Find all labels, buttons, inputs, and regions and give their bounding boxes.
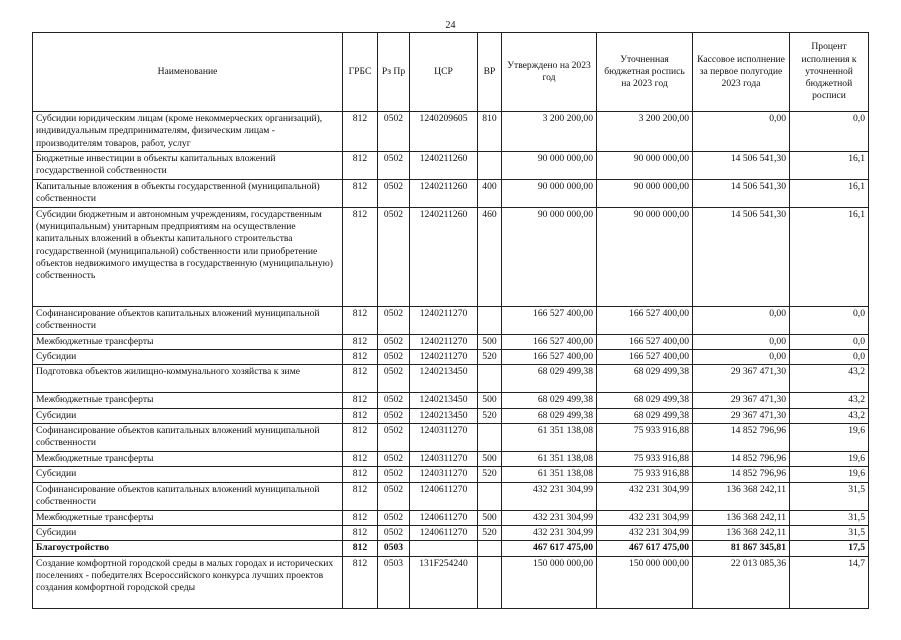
cell-csr: 131F254240 [410,556,478,608]
cell-approved: 68 029 499,38 [502,365,597,393]
cell-name: Субсидии [33,467,343,482]
cell-percent: 19,6 [790,467,869,482]
table-row [33,482,869,510]
cell-rzpr: 0502 [378,112,410,152]
cell-rzpr: 0502 [378,179,410,207]
cell-percent: 43,2 [790,365,869,393]
cell-cash: 81 867 345,81 [693,541,790,556]
cell-refined: 90 000 000,00 [597,207,693,306]
table-row [33,408,869,423]
cell-refined: 432 231 304,99 [597,510,693,525]
cell-percent: 43,2 [790,393,869,408]
cell-name: Бюджетные инвестиции в объекты капитальных вложений государственной собственности [33,151,343,179]
cell-refined: 90 000 000,00 [597,179,693,207]
cell-csr: 1240211270 [410,334,478,349]
cell-grbs: 812 [343,467,378,482]
cell-csr: 1240211260 [410,207,478,306]
cell-rzpr: 0502 [378,334,410,349]
table-row [33,541,869,556]
cell-rzpr: 0502 [378,151,410,179]
cell-name: Благоустройство [33,541,343,556]
cell-rzpr: 0502 [378,408,410,423]
cell-vr [478,151,502,179]
cell-vr [478,482,502,510]
cell-grbs: 812 [343,510,378,525]
cell-refined: 75 933 916,88 [597,467,693,482]
cell-rzpr: 0502 [378,393,410,408]
header-approved: Утверждено на 2023 год [502,33,597,112]
cell-csr: 1240311270 [410,452,478,467]
cell-csr: 1240611270 [410,482,478,510]
cell-grbs: 812 [343,452,378,467]
cell-approved: 3 200 200,00 [502,112,597,152]
cell-approved: 90 000 000,00 [502,207,597,306]
cell-csr: 1240213450 [410,393,478,408]
table-row [33,365,869,393]
cell-rzpr: 0502 [378,350,410,365]
cell-csr [410,541,478,556]
cell-cash: 14 506 541,30 [693,151,790,179]
cell-name: Субсидии [33,350,343,365]
cell-rzpr: 0502 [378,424,410,452]
cell-cash: 29 367 471,30 [693,393,790,408]
cell-approved: 432 231 304,99 [502,525,597,540]
cell-name: Межбюджетные трансферты [33,452,343,467]
cell-vr [478,556,502,608]
cell-grbs: 812 [343,151,378,179]
cell-approved: 467 617 475,00 [502,541,597,556]
cell-percent: 16,1 [790,179,869,207]
cell-vr [478,306,502,334]
cell-cash: 136 368 242,11 [693,525,790,540]
cell-approved: 68 029 499,38 [502,393,597,408]
cell-grbs: 812 [343,525,378,540]
cell-refined: 68 029 499,38 [597,408,693,423]
cell-rzpr: 0502 [378,365,410,393]
cell-refined: 68 029 499,38 [597,365,693,393]
cell-vr: 500 [478,452,502,467]
cell-grbs: 812 [343,424,378,452]
cell-rzpr: 0502 [378,525,410,540]
cell-refined: 432 231 304,99 [597,482,693,510]
cell-grbs: 812 [343,207,378,306]
cell-approved: 61 351 138,08 [502,467,597,482]
cell-rzpr: 0502 [378,207,410,306]
cell-name: Софинансирование объектов капитальных вложений муниципальной собственности [33,306,343,334]
cell-cash: 0,00 [693,350,790,365]
cell-vr: 520 [478,350,502,365]
cell-cash: 14 506 541,30 [693,179,790,207]
table-row [33,151,869,179]
cell-name: Субсидии юридическим лицам (кроме некоммерческих организаций), индивидуальным предпринимателям, физическим лицам - производителям товаров, работ, услуг [33,112,343,152]
header-refined: Уточненная бюджетная роспись на 2023 год [597,33,693,112]
cell-cash: 136 368 242,11 [693,482,790,510]
cell-name: Межбюджетные трансферты [33,510,343,525]
cell-grbs: 812 [343,112,378,152]
header-percent: Процент исполнения к уточненной бюджетной росписи [790,33,869,112]
cell-refined: 68 029 499,38 [597,393,693,408]
cell-cash: 14 852 796,96 [693,467,790,482]
cell-rzpr: 0502 [378,467,410,482]
cell-rzpr: 0502 [378,482,410,510]
cell-vr: 520 [478,408,502,423]
cell-name: Софинансирование объектов капитальных вложений муниципальной собственности [33,424,343,452]
header-rzpr: Рз Пр [378,33,410,112]
table-row [33,350,869,365]
cell-grbs: 812 [343,482,378,510]
cell-vr [478,541,502,556]
table-row [33,556,869,608]
cell-name: Субсидии [33,525,343,540]
cell-grbs: 812 [343,408,378,423]
cell-refined: 166 527 400,00 [597,350,693,365]
cell-refined: 90 000 000,00 [597,151,693,179]
cell-rzpr: 0503 [378,556,410,608]
cell-grbs: 812 [343,393,378,408]
cell-vr: 460 [478,207,502,306]
cell-percent: 31,5 [790,482,869,510]
cell-rzpr: 0502 [378,306,410,334]
cell-grbs: 812 [343,334,378,349]
cell-cash: 14 852 796,96 [693,424,790,452]
cell-csr: 1240213450 [410,408,478,423]
table-row [33,334,869,349]
table-row [33,467,869,482]
cell-rzpr: 0502 [378,510,410,525]
cell-percent: 0,0 [790,112,869,152]
cell-grbs: 812 [343,541,378,556]
cell-name: Капитальные вложения в объекты государственной (муниципальной) собственности [33,179,343,207]
cell-cash: 0,00 [693,112,790,152]
table-row [33,525,869,540]
cell-csr: 1240211260 [410,179,478,207]
cell-approved: 90 000 000,00 [502,151,597,179]
header-row [33,33,869,112]
cell-vr [478,365,502,393]
cell-approved: 150 000 000,00 [502,556,597,608]
table-row [33,452,869,467]
cell-refined: 166 527 400,00 [597,334,693,349]
cell-cash: 0,00 [693,306,790,334]
cell-approved: 432 231 304,99 [502,482,597,510]
cell-grbs: 812 [343,350,378,365]
cell-approved: 61 351 138,08 [502,452,597,467]
page-number: 24 [445,20,456,31]
cell-percent: 14,7 [790,556,869,608]
cell-cash: 29 367 471,30 [693,365,790,393]
cell-csr: 1240211270 [410,350,478,365]
cell-refined: 150 000 000,00 [597,556,693,608]
cell-grbs: 812 [343,306,378,334]
table-row [33,510,869,525]
cell-approved: 166 527 400,00 [502,350,597,365]
cell-cash: 136 368 242,11 [693,510,790,525]
cell-percent: 31,5 [790,525,869,540]
table-row [33,306,869,334]
cell-refined: 3 200 200,00 [597,112,693,152]
cell-cash: 22 013 085,36 [693,556,790,608]
cell-percent: 0,0 [790,334,869,349]
cell-approved: 90 000 000,00 [502,179,597,207]
cell-grbs: 812 [343,556,378,608]
cell-percent: 19,6 [790,452,869,467]
cell-vr: 500 [478,334,502,349]
table-body [33,112,869,609]
cell-approved: 166 527 400,00 [502,306,597,334]
table-row [33,424,869,452]
cell-percent: 0,0 [790,350,869,365]
cell-name: Межбюджетные трансферты [33,334,343,349]
cell-cash: 14 852 796,96 [693,452,790,467]
cell-vr: 400 [478,179,502,207]
cell-csr: 1240611270 [410,510,478,525]
cell-cash: 0,00 [693,334,790,349]
budget-table [32,32,869,609]
cell-percent: 17,5 [790,541,869,556]
cell-percent: 0,0 [790,306,869,334]
cell-percent: 16,1 [790,207,869,306]
table-row [33,179,869,207]
cell-cash: 14 506 541,30 [693,207,790,306]
cell-csr: 1240611270 [410,525,478,540]
cell-percent: 31,5 [790,510,869,525]
cell-percent: 16,1 [790,151,869,179]
table-row [33,112,869,152]
cell-rzpr: 0502 [378,452,410,467]
cell-vr [478,424,502,452]
cell-approved: 68 029 499,38 [502,408,597,423]
cell-vr: 500 [478,510,502,525]
cell-refined: 75 933 916,88 [597,452,693,467]
cell-name: Создание комфортной городской среды в малых городах и исторических поселениях - победителях Всероссийского конкурса лучших проектов создания комфортной городской среды [33,556,343,608]
cell-csr: 1240211260 [410,151,478,179]
cell-csr: 1240311270 [410,424,478,452]
cell-name: Субсидии [33,408,343,423]
cell-approved: 432 231 304,99 [502,510,597,525]
cell-grbs: 812 [343,365,378,393]
cell-refined: 75 933 916,88 [597,424,693,452]
cell-name: Подготовка объектов жилищно-коммунального хозяйства к зиме [33,365,343,393]
cell-percent: 19,6 [790,424,869,452]
table-row [33,393,869,408]
cell-refined: 467 617 475,00 [597,541,693,556]
cell-vr: 500 [478,393,502,408]
cell-name: Софинансирование объектов капитальных вложений муниципальной собственности [33,482,343,510]
cell-csr: 1240213450 [410,365,478,393]
cell-name: Субсидии бюджетным и автономным учреждениям, государственным (муниципальным) унитарным предприятиям на осуществление капитальных вложений в объекты капитального строительства государственной (муниципальной) собственности или приобретение объектов недвижимого имущества в государственную (муниципальную) собственность [33,207,343,306]
cell-vr: 810 [478,112,502,152]
header-csr: ЦСР [410,33,478,112]
cell-name: Межбюджетные трансферты [33,393,343,408]
cell-vr: 520 [478,467,502,482]
cell-grbs: 812 [343,179,378,207]
cell-cash: 29 367 471,30 [693,408,790,423]
cell-approved: 61 351 138,08 [502,424,597,452]
cell-csr: 1240311270 [410,467,478,482]
cell-percent: 43,2 [790,408,869,423]
table-row [33,207,869,306]
cell-rzpr: 0503 [378,541,410,556]
header-name: Наименование [33,33,343,112]
cell-csr: 1240209605 [410,112,478,152]
cell-refined: 166 527 400,00 [597,306,693,334]
header-grbs: ГРБС [343,33,378,112]
cell-approved: 166 527 400,00 [502,334,597,349]
cell-vr: 520 [478,525,502,540]
cell-csr: 1240211270 [410,306,478,334]
cell-refined: 432 231 304,99 [597,525,693,540]
header-cash: Кассовое исполнение за первое полугодие 2023 года [693,33,790,112]
header-vr: ВР [478,33,502,112]
